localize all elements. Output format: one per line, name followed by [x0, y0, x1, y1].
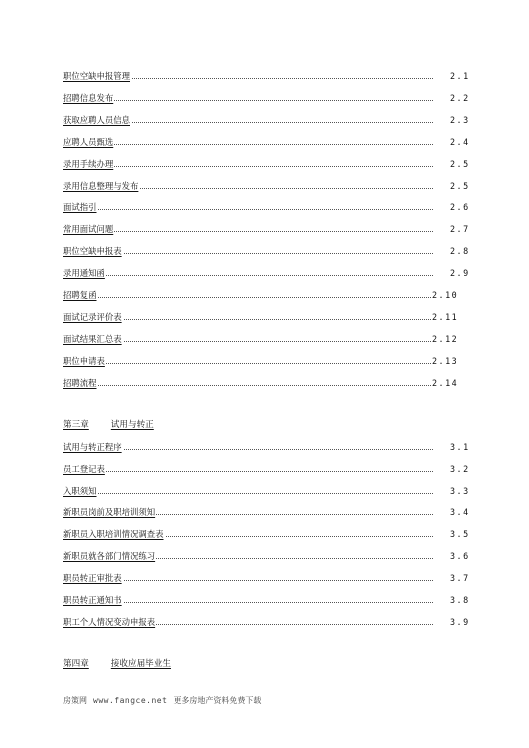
toc-entry-number: 3.9	[450, 617, 470, 627]
toc-entry-title: 招聘信息发布	[63, 93, 114, 103]
dot-leader	[63, 209, 433, 210]
toc-entry-number: 3.2	[450, 464, 470, 474]
toc-entry-title: 新职员就各部门情况练习	[63, 551, 156, 561]
toc-entry[interactable]	[63, 91, 470, 105]
toc-entry[interactable]	[63, 310, 463, 324]
toc-entry-number: 3.6	[450, 551, 470, 561]
toc-entry-title: 面试指引	[63, 202, 97, 212]
toc-entry-title: 招聘复函	[63, 290, 97, 300]
dot-leader	[63, 166, 433, 167]
toc-entry-title: 职员转正通知书	[63, 595, 122, 605]
toc-entry-number: 2.5	[450, 181, 470, 191]
toc-entry-number: 3.1	[450, 442, 470, 452]
toc-entry-number: 2.13	[432, 356, 459, 366]
toc-entry-title: 入职须知	[63, 486, 97, 496]
toc-entry[interactable]	[63, 462, 470, 476]
toc-entry-number: 2.4	[450, 137, 470, 147]
chapter-heading[interactable]	[63, 657, 171, 671]
chapter-title: 接收应届毕业生	[110, 659, 171, 669]
toc-entry[interactable]	[63, 244, 470, 258]
toc-entry[interactable]	[63, 549, 470, 563]
toc-entry-title: 录用通知函	[63, 268, 105, 278]
toc-entry-title: 面试记录评价表	[63, 312, 122, 322]
dot-leader	[63, 363, 431, 364]
page-footer	[63, 695, 261, 707]
toc-entry-number: 3.5	[450, 529, 470, 539]
toc-entry-title: 职员转正审批表	[63, 573, 122, 583]
dot-leader	[63, 297, 431, 298]
chapter-number: 第四章	[63, 659, 89, 669]
footer-site-name: 房策网	[63, 696, 87, 705]
chapter-title: 试用与转正	[110, 420, 154, 430]
dot-leader	[63, 100, 433, 101]
toc-entry-number: 2.8	[450, 246, 470, 256]
toc-entry-number: 2.11	[432, 312, 459, 322]
chapter-heading[interactable]	[63, 418, 154, 432]
toc-entry[interactable]	[63, 527, 470, 541]
toc-entry-number: 2.12	[432, 334, 459, 344]
toc-entry[interactable]	[63, 222, 470, 236]
toc-entry[interactable]	[63, 484, 470, 498]
toc-entry[interactable]	[63, 440, 470, 454]
toc-entry[interactable]	[63, 332, 463, 346]
toc-entry-number: 2.6	[450, 202, 470, 212]
toc-entry-number: 2.7	[450, 224, 470, 234]
toc-entry[interactable]	[63, 135, 470, 149]
toc-entry[interactable]	[63, 593, 470, 607]
toc-entry[interactable]	[63, 179, 470, 193]
dot-leader	[63, 385, 431, 386]
toc-entry[interactable]	[63, 157, 470, 171]
toc-entry-number: 3.4	[450, 507, 470, 517]
toc-entry-number: 2.9	[450, 268, 470, 278]
toc-entry-number: 2.3	[450, 115, 470, 125]
toc-entry[interactable]	[63, 266, 470, 280]
toc-entry[interactable]	[63, 288, 463, 302]
toc-entry-number: 2.14	[432, 378, 459, 388]
toc-entry-title: 员工登记表	[63, 464, 105, 474]
dot-leader	[63, 471, 433, 472]
toc-entry-title: 招聘流程	[63, 378, 97, 388]
dot-leader	[63, 493, 433, 494]
toc-entry[interactable]	[63, 200, 470, 214]
toc-entry-title: 新职员入职培训情况调查表	[63, 529, 164, 539]
toc-entry-title: 录用信息整理与发布	[63, 181, 139, 191]
toc-entry-number: 3.3	[450, 486, 470, 496]
toc-entry[interactable]	[63, 615, 470, 629]
toc-entry-title: 职位申请表	[63, 356, 105, 366]
toc-entry-title: 面试结果汇总表	[63, 334, 122, 344]
toc-entry-number: 3.8	[450, 595, 470, 605]
toc-entry[interactable]	[63, 571, 470, 585]
dot-leader	[63, 231, 433, 232]
chapter-number: 第三章	[63, 420, 89, 430]
toc-entry-title: 录用手续办理	[63, 159, 114, 169]
toc-entry-title: 应聘人员甄选	[63, 137, 114, 147]
toc-entry[interactable]	[63, 69, 470, 83]
toc-entry-title: 试用与转正程序	[63, 442, 122, 452]
toc-entry[interactable]	[63, 505, 470, 519]
toc-entry-number: 2.1	[450, 71, 470, 81]
toc-entry-title: 职位空缺申报管理	[63, 71, 130, 81]
dot-leader	[63, 275, 433, 276]
toc-entry-number: 2.10	[432, 290, 459, 300]
toc-entry-number: 2.5	[450, 159, 470, 169]
dot-leader	[63, 144, 433, 145]
toc-entry[interactable]	[63, 113, 470, 127]
toc-entry[interactable]	[63, 376, 463, 390]
footer-slogan: 更多房地产资料免费下载	[173, 696, 262, 705]
toc-entry-title: 新职员岗前及职培训须知	[63, 507, 156, 517]
toc-entry-title: 职工个人情况变动申报表	[63, 617, 156, 627]
toc-entry-number: 3.7	[450, 573, 470, 583]
toc-entry[interactable]	[63, 354, 463, 368]
toc-entry-title: 获取应聘人员信息	[63, 115, 130, 125]
toc-entry-title: 常用面试问题	[63, 224, 114, 234]
footer-url[interactable]: www.fangce.net	[93, 696, 168, 705]
toc-entry-title: 职位空缺申报表	[63, 246, 122, 256]
toc-entry-number: 2.2	[450, 93, 470, 103]
